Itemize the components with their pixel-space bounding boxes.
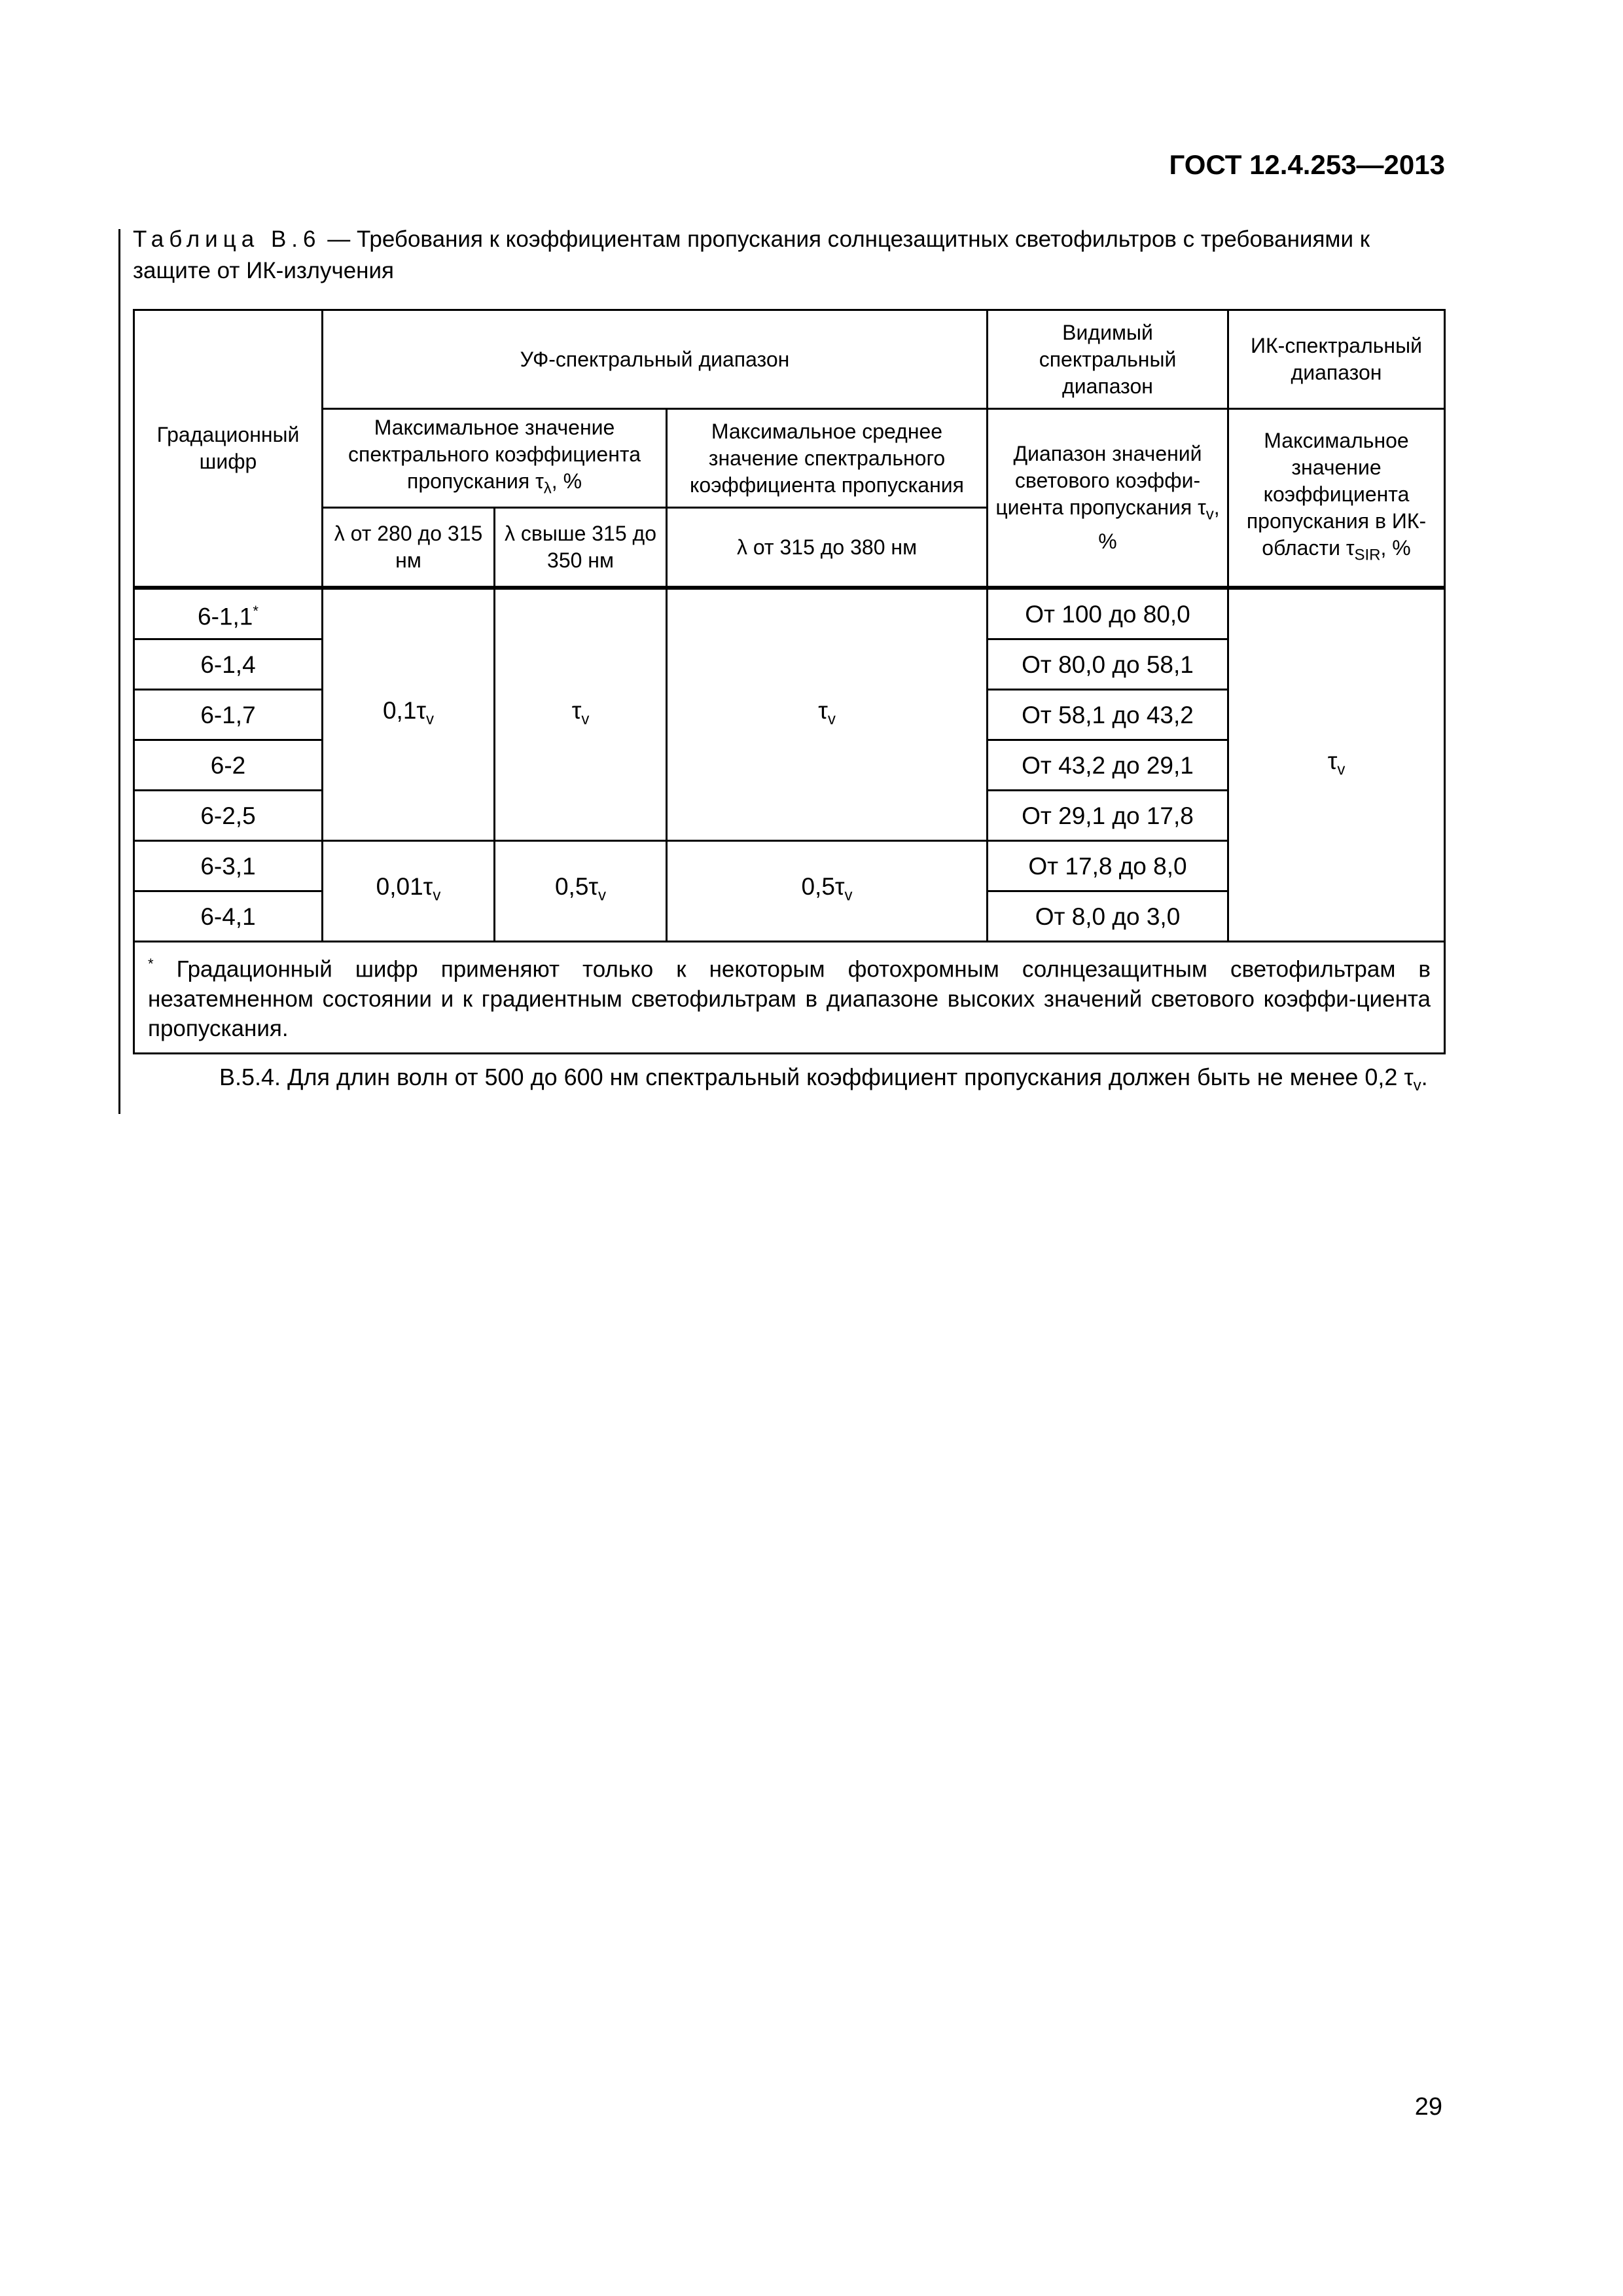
paragraph-b54: В.5.4. Для длин волн от 500 до 600 нм спектральный коэффициент пропускания должен быть не менее 0,2 $\tau_v$. xyxy=(219,1064,1428,1095)
visible-range-cell: От 100 до 80,0 xyxy=(988,588,1228,639)
table-caption-label: Таблица В.6 xyxy=(133,226,321,252)
visible-range-cell: От 8,0 до 3,0 xyxy=(988,891,1228,942)
uv-315-350-value: $\tau_v$ xyxy=(495,588,667,841)
header-uv-avg: Максимальное среднее значение спектрального коэффициента пропускания xyxy=(667,409,988,508)
table-caption xyxy=(133,224,1442,287)
page-number: 29 xyxy=(1414,2093,1442,2121)
grad-code-cell: 6-1,7 xyxy=(134,690,323,740)
table-row xyxy=(134,588,1445,639)
ir-max-value: $\tau_v$ xyxy=(1228,588,1445,942)
uv-avg-value: $\tau_v$ xyxy=(667,588,988,841)
header-uv-max: Максимальное значение спектрального коэффициента пропускания $\tau_\lambda$, % xyxy=(323,409,667,508)
visible-range-cell: От 17,8 до 8,0 xyxy=(988,841,1228,891)
grad-code-cell: 6-3,1 xyxy=(134,841,323,891)
transmission-table xyxy=(133,309,1446,1054)
visible-range-cell: От 29,1 до 17,8 xyxy=(988,791,1228,841)
uv-280-315-value: $0,1\tau_v$ xyxy=(323,588,495,841)
grad-code-cell: 6-4,1 xyxy=(134,891,323,942)
header-uv-range: УФ-спектральный диапазон xyxy=(323,310,988,409)
visible-range-cell: От 43,2 до 29,1 xyxy=(988,740,1228,791)
header-lambda-280-315: λ от 280 до 315 нм xyxy=(323,508,495,588)
uv-315-350-value: $0,5\tau_v$ xyxy=(495,841,667,942)
table-caption-text: — Требования к коэффициентам пропускания солнцезащитных светофильтров с требованиями к защите от ИК-излучения xyxy=(133,226,1370,283)
change-margin-bar xyxy=(118,229,120,1114)
grad-code-cell: 6-1,1* xyxy=(134,588,323,639)
table-footnote: * Градационный шифр применяют только к некоторым фотохромным солнцезащитным светофильтрам в незатемненном состоянии и к градиентным светофильтрам в диапазоне высоких значений светового коэффи-циента пропускания. xyxy=(134,942,1445,1054)
header-ir-range: ИК-спектральный диапазон xyxy=(1228,310,1445,409)
grad-code-cell: 6-2,5 xyxy=(134,791,323,841)
header-visible-transmission: Диапазон значений светового коэффи-циента пропускания $\tau_v$, % xyxy=(988,409,1228,588)
document-code: ГОСТ 12.4.253—2013 xyxy=(1169,149,1445,180)
header-lambda-315-380: λ от 315 до 380 нм xyxy=(667,508,988,588)
header-visible-range: Видимый спектральный диапазон xyxy=(988,310,1228,409)
grad-code-cell: 6-1,4 xyxy=(134,639,323,690)
header-grad-code: Градационный шифр xyxy=(134,310,323,588)
visible-range-cell: От 58,1 до 43,2 xyxy=(988,690,1228,740)
header-lambda-315-350: λ свыше 315 до 350 нм xyxy=(495,508,667,588)
visible-range-cell: От 80,0 до 58,1 xyxy=(988,639,1228,690)
uv-avg-value: $0,5\tau_v$ xyxy=(667,841,988,942)
grad-code-cell: 6-2 xyxy=(134,740,323,791)
uv-280-315-value: $0,01\tau_v$ xyxy=(323,841,495,942)
header-ir-max: Максимальное значение коэффициента пропускания в ИК-области $\tau_{SIR}$, % xyxy=(1228,409,1445,588)
